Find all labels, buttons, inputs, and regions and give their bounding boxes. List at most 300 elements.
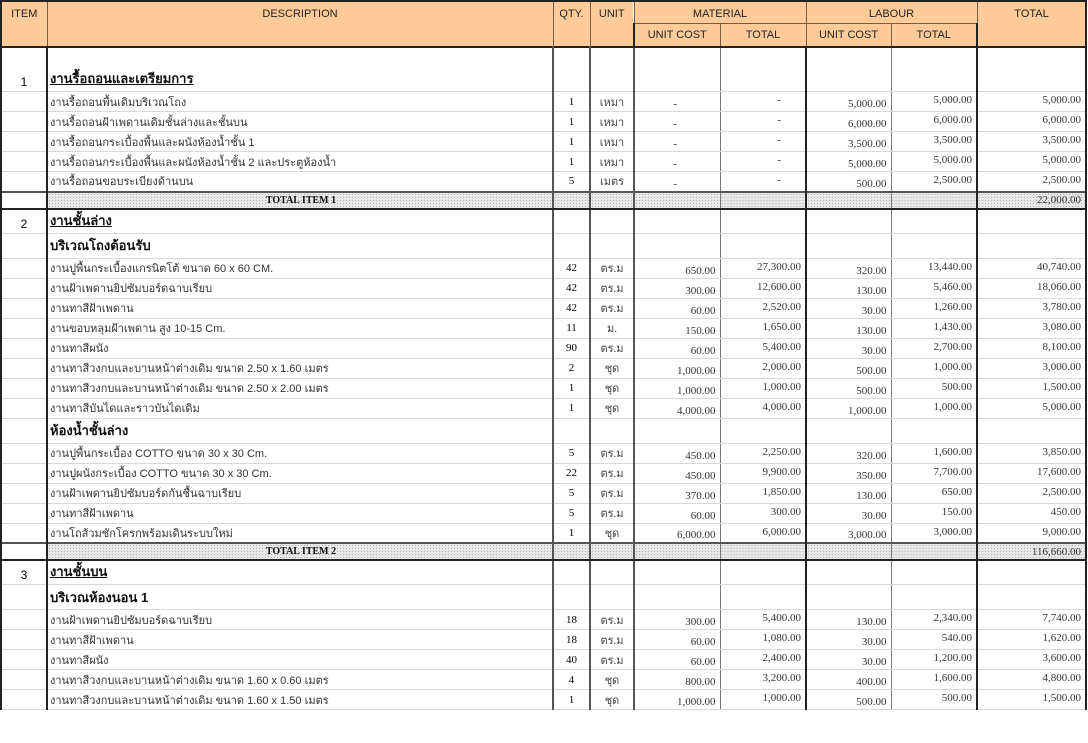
item-number: 2 (1, 209, 47, 234)
qty-cell (553, 543, 590, 560)
description-cell: งานทาสีผนัง (47, 338, 553, 358)
item-cell (1, 650, 47, 670)
subsection-header-row (1, 418, 1086, 443)
section-total-row (1, 192, 1086, 209)
labour-unit-cost-cell: 130.00 (806, 610, 891, 630)
total-cell: 3,780.00 (977, 298, 1086, 318)
material-unit-cost-cell: - (634, 92, 720, 112)
labour-unit-cost-cell (806, 233, 891, 258)
item-cell (1, 112, 47, 132)
qty-cell: 1 (553, 378, 590, 398)
total-cell: 17,600.00 (977, 463, 1086, 483)
labour-unit-cost-cell: 500.00 (806, 358, 891, 378)
material-total-cell: 300.00 (720, 503, 806, 523)
material-total-cell (720, 209, 806, 234)
labour-total-cell (891, 233, 977, 258)
material-unit-cost-cell: 60.00 (634, 630, 720, 650)
qty-cell: 11 (553, 318, 590, 338)
table-row (1, 378, 1086, 398)
header-total: TOTAL (977, 1, 1086, 47)
labour-total-cell: 3,000.00 (891, 523, 977, 543)
total-cell (977, 560, 1086, 585)
labour-total-cell: 1,600.00 (891, 670, 977, 690)
unit-cell (590, 209, 634, 234)
unit-cell: เหมา (590, 92, 634, 112)
description-cell: งานโถส้วมชักโครกพร้อมเดินระบบใหม่ (47, 523, 553, 543)
qty-cell: 18 (553, 610, 590, 630)
header-material-unit-cost: UNIT COST (634, 23, 720, 47)
table-row (1, 172, 1086, 192)
total-cell: 5,000.00 (977, 398, 1086, 418)
labour-total-cell: 150.00 (891, 503, 977, 523)
description-cell: งานทาสีวงกบและบานหน้าต่างเดิม ขนาด 2.50 x 1.60 เมตร (47, 358, 553, 378)
section-total-label: TOTAL ITEM 1 (47, 192, 553, 209)
material-unit-cost-cell (634, 585, 720, 610)
unit-cell: ตร.ม (590, 298, 634, 318)
labour-unit-cost-cell: 400.00 (806, 670, 891, 690)
material-total-cell: 2,000.00 (720, 358, 806, 378)
unit-cell (590, 418, 634, 443)
section-total-value: 116,660.00 (977, 543, 1086, 560)
labour-unit-cost-cell: 30.00 (806, 298, 891, 318)
description-cell: งานทาสีฝ้าเพดาน (47, 503, 553, 523)
material-total-cell: 2,520.00 (720, 298, 806, 318)
description-cell: งานทาสีวงกบและบานหน้าต่างเดิม ขนาด 1.60 x 1.50 เมตร (47, 690, 553, 710)
description-cell: งานปูพื้นกระเบื้อง COTTO ขนาด 30 x 30 Cm. (47, 443, 553, 463)
table-row (1, 443, 1086, 463)
section-total-value: 22,000.00 (977, 192, 1086, 209)
qty-cell: 1 (553, 690, 590, 710)
material-unit-cost-cell (634, 418, 720, 443)
item-cell (1, 503, 47, 523)
material-unit-cost-cell: 450.00 (634, 443, 720, 463)
subsection-title: บริเวณโถงต้อนรับ (47, 233, 553, 258)
header-material-total: TOTAL (720, 23, 806, 47)
total-cell (977, 418, 1086, 443)
total-cell: 1,500.00 (977, 690, 1086, 710)
unit-cell (590, 192, 634, 209)
total-cell: 9,000.00 (977, 523, 1086, 543)
labour-total-cell: 2,700.00 (891, 338, 977, 358)
labour-unit-cost-cell: 5,000.00 (806, 152, 891, 172)
labour-total-cell: 500.00 (891, 690, 977, 710)
item-number: 1 (1, 47, 47, 92)
labour-unit-cost-cell: 30.00 (806, 650, 891, 670)
material-total-cell: 3,200.00 (720, 670, 806, 690)
total-cell: 3,500.00 (977, 132, 1086, 152)
material-unit-cost-cell (634, 192, 720, 209)
labour-total-cell: 6,000.00 (891, 112, 977, 132)
material-total-cell: 1,000.00 (720, 378, 806, 398)
material-total-cell: - (720, 132, 806, 152)
item-cell (1, 358, 47, 378)
header-labour-total: TOTAL (891, 23, 977, 47)
table-row (1, 398, 1086, 418)
material-unit-cost-cell: 1,000.00 (634, 690, 720, 710)
unit-cell: ตร.ม (590, 338, 634, 358)
qty-cell: 5 (553, 483, 590, 503)
material-unit-cost-cell: 370.00 (634, 483, 720, 503)
labour-total-cell (891, 418, 977, 443)
section-header-row (1, 560, 1086, 585)
qty-cell: 1 (553, 152, 590, 172)
description-cell: งานฝ้าเพดานยิปซัมบอร์ดฉาบเรียบ (47, 610, 553, 630)
unit-cell: เหมา (590, 132, 634, 152)
description-cell: งานทาสีวงกบและบานหน้าต่างเดิม ขนาด 2.50 x 2.00 เมตร (47, 378, 553, 398)
description-cell: งานฝ้าเพดานยิปซัมบอร์ดกันชื้นฉาบเรียบ (47, 483, 553, 503)
qty-cell: 42 (553, 258, 590, 278)
table-row (1, 483, 1086, 503)
total-cell (977, 209, 1086, 234)
labour-total-cell: 5,460.00 (891, 278, 977, 298)
labour-unit-cost-cell (806, 543, 891, 560)
unit-cell: เหมา (590, 152, 634, 172)
unit-cell (590, 233, 634, 258)
labour-total-cell: 500.00 (891, 378, 977, 398)
unit-cell: ตร.ม (590, 463, 634, 483)
material-unit-cost-cell: 60.00 (634, 650, 720, 670)
labour-unit-cost-cell: 30.00 (806, 338, 891, 358)
unit-cell: ตร.ม (590, 443, 634, 463)
total-cell: 2,500.00 (977, 172, 1086, 192)
description-cell: งานรื้อถอนกระเบื้องพื้นและผนังห้องน้ำชั้น 1 (47, 132, 553, 152)
material-unit-cost-cell: 60.00 (634, 338, 720, 358)
labour-total-cell (891, 209, 977, 234)
material-unit-cost-cell (634, 209, 720, 234)
material-total-cell: 12,600.00 (720, 278, 806, 298)
total-cell: 3,080.00 (977, 318, 1086, 338)
material-total-cell: - (720, 172, 806, 192)
table-row (1, 92, 1086, 112)
material-unit-cost-cell (634, 543, 720, 560)
subsection-title: บริเวณห้องนอน 1 (47, 585, 553, 610)
unit-cell: ตร.ม (590, 258, 634, 278)
material-unit-cost-cell: - (634, 112, 720, 132)
table-row (1, 523, 1086, 543)
material-total-cell (720, 543, 806, 560)
section-title: งานชั้นล่าง (47, 209, 553, 234)
material-total-cell: 1,850.00 (720, 483, 806, 503)
table-row (1, 630, 1086, 650)
labour-unit-cost-cell: 6,000.00 (806, 112, 891, 132)
item-cell (1, 258, 47, 278)
labour-unit-cost-cell (806, 585, 891, 610)
qty-cell (553, 209, 590, 234)
description-cell: งานรื้อถอนขอบระเบียงด้านบน (47, 172, 553, 192)
labour-unit-cost-cell: 130.00 (806, 318, 891, 338)
labour-total-cell (891, 560, 977, 585)
labour-unit-cost-cell (806, 418, 891, 443)
subsection-header-row (1, 585, 1086, 610)
unit-cell: ตร.ม (590, 630, 634, 650)
labour-unit-cost-cell: 500.00 (806, 378, 891, 398)
labour-total-cell: 1,000.00 (891, 358, 977, 378)
unit-cell: ชุด (590, 690, 634, 710)
labour-total-cell (891, 47, 977, 92)
qty-cell: 1 (553, 132, 590, 152)
qty-cell (553, 233, 590, 258)
material-unit-cost-cell: 1,000.00 (634, 378, 720, 398)
labour-unit-cost-cell (806, 47, 891, 92)
table-row (1, 650, 1086, 670)
table-row (1, 298, 1086, 318)
table-row (1, 112, 1086, 132)
total-cell: 3,850.00 (977, 443, 1086, 463)
description-cell: งานรื้อถอนพื้นเดิมบริเวณโถง (47, 92, 553, 112)
unit-cell: ชุด (590, 398, 634, 418)
qty-cell: 4 (553, 670, 590, 690)
labour-unit-cost-cell: 320.00 (806, 443, 891, 463)
section-title: งานชั้นบน (47, 560, 553, 585)
labour-total-cell: 5,000.00 (891, 92, 977, 112)
labour-unit-cost-cell: 350.00 (806, 463, 891, 483)
table-row (1, 463, 1086, 483)
qty-cell: 2 (553, 358, 590, 378)
labour-unit-cost-cell: 130.00 (806, 483, 891, 503)
labour-unit-cost-cell: 320.00 (806, 258, 891, 278)
material-total-cell: 2,250.00 (720, 443, 806, 463)
item-cell (1, 418, 47, 443)
total-cell: 6,000.00 (977, 112, 1086, 132)
qty-cell: 22 (553, 463, 590, 483)
unit-cell: ม. (590, 318, 634, 338)
material-total-cell: 2,400.00 (720, 650, 806, 670)
unit-cell: ตร.ม (590, 503, 634, 523)
material-total-cell (720, 192, 806, 209)
material-total-cell: 5,400.00 (720, 610, 806, 630)
unit-cell: ตร.ม (590, 650, 634, 670)
labour-total-cell: 1,430.00 (891, 318, 977, 338)
labour-unit-cost-cell: 500.00 (806, 172, 891, 192)
header-unit: UNIT (590, 1, 634, 47)
unit-cell (590, 585, 634, 610)
total-cell: 40,740.00 (977, 258, 1086, 278)
total-cell: 8,100.00 (977, 338, 1086, 358)
labour-total-cell: 1,000.00 (891, 398, 977, 418)
item-cell (1, 610, 47, 630)
total-cell: 7,740.00 (977, 610, 1086, 630)
item-cell (1, 278, 47, 298)
item-cell (1, 690, 47, 710)
qty-cell: 18 (553, 630, 590, 650)
description-cell: งานทาสีฝ้าเพดาน (47, 298, 553, 318)
item-cell (1, 398, 47, 418)
labour-total-cell: 1,260.00 (891, 298, 977, 318)
table-body (1, 47, 1086, 710)
description-cell: งานขอบหลุมฝ้าเพดาน สูง 10-15 Cm. (47, 318, 553, 338)
material-unit-cost-cell: 4,000.00 (634, 398, 720, 418)
labour-total-cell (891, 192, 977, 209)
qty-cell: 5 (553, 443, 590, 463)
total-cell: 3,000.00 (977, 358, 1086, 378)
total-cell: 18,060.00 (977, 278, 1086, 298)
labour-unit-cost-cell: 5,000.00 (806, 92, 891, 112)
item-cell (1, 630, 47, 650)
section-title: งานรื้อถอนและเตรียมการ (47, 47, 553, 92)
table-row (1, 338, 1086, 358)
material-total-cell: 1,080.00 (720, 630, 806, 650)
qty-cell: 42 (553, 278, 590, 298)
unit-cell: ตร.ม (590, 483, 634, 503)
description-cell: งานทาสีฝ้าเพดาน (47, 630, 553, 650)
labour-unit-cost-cell: 30.00 (806, 630, 891, 650)
item-cell (1, 443, 47, 463)
item-cell (1, 585, 47, 610)
section-header-row (1, 47, 1086, 92)
total-cell: 3,600.00 (977, 650, 1086, 670)
qty-cell: 90 (553, 338, 590, 358)
item-cell (1, 233, 47, 258)
item-cell (1, 298, 47, 318)
material-unit-cost-cell (634, 47, 720, 92)
material-total-cell: - (720, 92, 806, 112)
table-row (1, 258, 1086, 278)
material-total-cell: 5,400.00 (720, 338, 806, 358)
unit-cell: ชุด (590, 358, 634, 378)
item-cell (1, 463, 47, 483)
labour-total-cell: 3,500.00 (891, 132, 977, 152)
qty-cell (553, 418, 590, 443)
unit-cell: ชุด (590, 378, 634, 398)
labour-total-cell: 1,600.00 (891, 443, 977, 463)
labour-total-cell: 7,700.00 (891, 463, 977, 483)
material-unit-cost-cell: 450.00 (634, 463, 720, 483)
material-total-cell: 27,300.00 (720, 258, 806, 278)
item-cell (1, 92, 47, 112)
labour-total-cell: 2,340.00 (891, 610, 977, 630)
labour-total-cell: 540.00 (891, 630, 977, 650)
item-cell (1, 543, 47, 560)
item-cell (1, 172, 47, 192)
labour-unit-cost-cell: 1,000.00 (806, 398, 891, 418)
description-cell: งานรื้อถอนฝ้าเพดานเดิมชั้นล่างและชั้นบน (47, 112, 553, 132)
labour-total-cell (891, 543, 977, 560)
material-total-cell (720, 560, 806, 585)
item-cell (1, 523, 47, 543)
unit-cell (590, 543, 634, 560)
material-total-cell (720, 47, 806, 92)
labour-total-cell: 650.00 (891, 483, 977, 503)
description-cell: งานปูผนังกระเบื้อง COTTO ขนาด 30 x 30 Cm. (47, 463, 553, 483)
unit-cell: ตร.ม (590, 610, 634, 630)
header-item: ITEM (1, 1, 47, 47)
total-cell: 1,500.00 (977, 378, 1086, 398)
item-cell (1, 192, 47, 209)
description-cell: งานปูพื้นกระเบื้องแกรนิตโต้ ขนาด 60 x 60 CM. (47, 258, 553, 278)
item-cell (1, 670, 47, 690)
description-cell: งานทาสีวงกบและบานหน้าต่างเดิม ขนาด 1.60 x 0.60 เมตร (47, 670, 553, 690)
header-qty: QTY. (553, 1, 590, 47)
material-unit-cost-cell (634, 233, 720, 258)
qty-cell: 1 (553, 523, 590, 543)
table-row (1, 318, 1086, 338)
description-cell: งานทาสีผนัง (47, 650, 553, 670)
description-cell: งานรื้อถอนกระเบื้องพื้นและผนังห้องน้ำชั้น 2 และประตูห้องน้ำ (47, 152, 553, 172)
section-total-row (1, 543, 1086, 560)
unit-cell: เมตร (590, 172, 634, 192)
material-total-cell: - (720, 112, 806, 132)
section-total-label: TOTAL ITEM 2 (47, 543, 553, 560)
qty-cell: 1 (553, 398, 590, 418)
qty-cell: 1 (553, 112, 590, 132)
material-unit-cost-cell: 6,000.00 (634, 523, 720, 543)
unit-cell: ตร.ม (590, 278, 634, 298)
labour-unit-cost-cell: 500.00 (806, 690, 891, 710)
item-cell (1, 132, 47, 152)
table-row (1, 278, 1086, 298)
material-unit-cost-cell: - (634, 132, 720, 152)
labour-unit-cost-cell (806, 192, 891, 209)
material-total-cell: 1,650.00 (720, 318, 806, 338)
labour-total-cell (891, 585, 977, 610)
labour-unit-cost-cell: 3,000.00 (806, 523, 891, 543)
unit-cell: เหมา (590, 112, 634, 132)
subsection-title: ห้องน้ำชั้นล่าง (47, 418, 553, 443)
material-total-cell: 1,000.00 (720, 690, 806, 710)
header-material: MATERIAL (634, 1, 806, 23)
material-total-cell: 4,000.00 (720, 398, 806, 418)
item-cell (1, 378, 47, 398)
labour-total-cell: 13,440.00 (891, 258, 977, 278)
header-labour-unit-cost: UNIT COST (806, 23, 891, 47)
material-total-cell (720, 233, 806, 258)
qty-cell: 1 (553, 92, 590, 112)
table-row (1, 358, 1086, 378)
unit-cell (590, 560, 634, 585)
unit-cell (590, 47, 634, 92)
material-unit-cost-cell: 60.00 (634, 298, 720, 318)
qty-cell: 5 (553, 172, 590, 192)
qty-cell: 42 (553, 298, 590, 318)
description-cell: งานฝ้าเพดานยิปซัมบอร์ดฉาบเรียบ (47, 278, 553, 298)
labour-unit-cost-cell (806, 560, 891, 585)
header-description: DESCRIPTION (47, 1, 553, 47)
total-cell (977, 233, 1086, 258)
qty-cell (553, 47, 590, 92)
labour-total-cell: 2,500.00 (891, 172, 977, 192)
material-unit-cost-cell: 60.00 (634, 503, 720, 523)
header-labour: LABOUR (806, 1, 977, 23)
total-cell: 1,620.00 (977, 630, 1086, 650)
qty-cell (553, 192, 590, 209)
labour-total-cell: 1,200.00 (891, 650, 977, 670)
table-row (1, 132, 1086, 152)
material-unit-cost-cell: 150.00 (634, 318, 720, 338)
qty-cell: 5 (553, 503, 590, 523)
unit-cell: ชุด (590, 670, 634, 690)
item-cell (1, 338, 47, 358)
table-header (1, 1, 1086, 47)
material-unit-cost-cell: 300.00 (634, 278, 720, 298)
material-unit-cost-cell: 1,000.00 (634, 358, 720, 378)
table-row (1, 690, 1086, 710)
labour-unit-cost-cell (806, 209, 891, 234)
item-number: 3 (1, 560, 47, 585)
material-total-cell (720, 585, 806, 610)
material-unit-cost-cell: - (634, 152, 720, 172)
total-cell (977, 47, 1086, 92)
qty-cell (553, 585, 590, 610)
table-row (1, 152, 1086, 172)
material-total-cell: - (720, 152, 806, 172)
total-cell (977, 585, 1086, 610)
material-unit-cost-cell: 800.00 (634, 670, 720, 690)
total-cell: 450.00 (977, 503, 1086, 523)
labour-unit-cost-cell: 30.00 (806, 503, 891, 523)
labour-total-cell: 5,000.00 (891, 152, 977, 172)
total-cell: 5,000.00 (977, 152, 1086, 172)
material-total-cell: 9,900.00 (720, 463, 806, 483)
